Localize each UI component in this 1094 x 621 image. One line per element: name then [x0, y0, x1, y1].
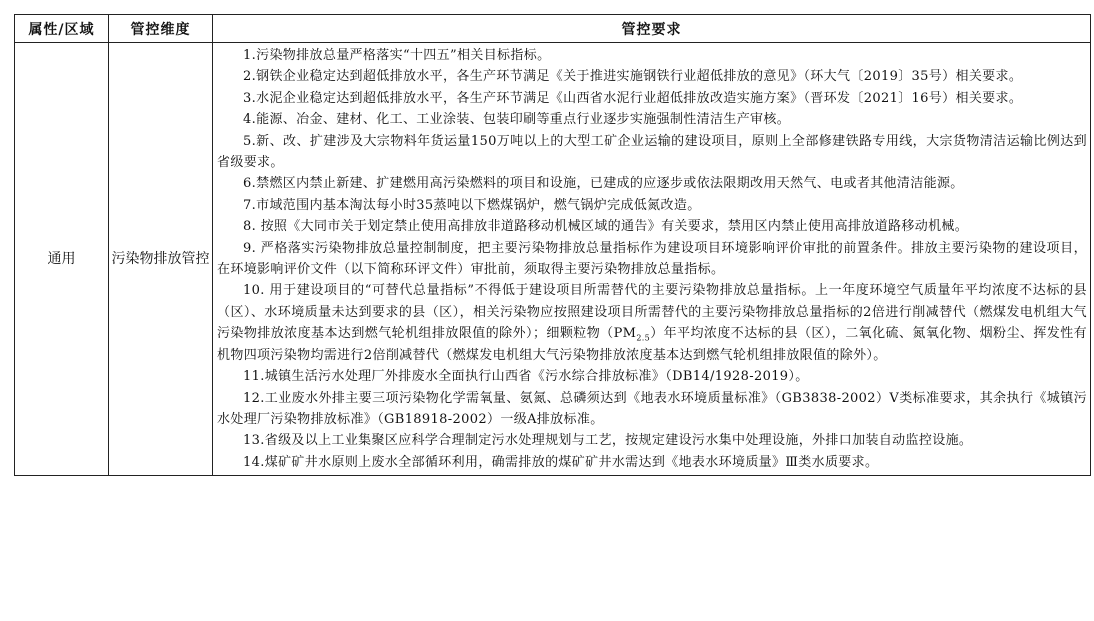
requirement-item-7: 7.市域范围内基本淘汰每小时35蒸吨以下燃煤锅炉，燃气锅炉完成低氮改造。	[243, 197, 701, 213]
requirement-item-10-before: 10. 用于建设项目的“可替代总量指标”不得低于建设项目所需替代的主要污染物排放总量指标。上一年度环境空气质量年平均浓度不达标的县（区）、水环境质量未达到要求的县（区），相关污染物应按照建设项目所需替代的主要污染物排放总量指标的2倍进行削减替代（燃煤发电机组大气污染物排放浓度基本达到燃气轮机组排放限值的除外）；细颗粒物（PM	[217, 283, 1087, 342]
table-row	[15, 43, 1091, 476]
requirement-item-12: 12.工业废水外排主要三项污染物化学需氧量、氨氮、总磷须达到《地表水环境质量标准》（GB3838-2002）Ⅴ类标准要求，其余执行《城镇污水处理厂污染物排放标准》（GB18918-2002）一级A排放标准。	[217, 390, 1087, 427]
requirement-item-3: 3.水泥企业稳定达到超低排放水平，各生产环节满足《山西省水泥行业超低排放改造实施方案》（晋环发〔2021〕16号）相关要求。	[243, 90, 1023, 106]
requirement-item-9: 9. 严格落实污染物排放总量控制制度，把主要污染物排放总量指标作为建设项目环境影响评价审批的前置条件。排放主要污染物的建设项目，在环境影响评价文件（以下简称环评文件）审批前，须取得主要污染物排放总量指标。	[217, 240, 1087, 278]
requirement-item-10-after: ）年平均浓度不达标的县（区），二氧化硫、氮氧化物、烟粉尘、挥发性有机物四项污染物均需进行2倍削减替代（燃煤发电机组大气污染物排放浓度基本达到燃气轮机组排放限值的除外）。	[217, 326, 1087, 363]
requirement-item-5: 5.新、改、扩建涉及大宗物料年货运量150万吨以上的大型工矿企业运输的建设项目，原则上全部修建铁路专用线，大宗货物清洁运输比例达到省级要求。	[217, 133, 1087, 171]
requirement-item-4: 4.能源、冶金、建材、化工、工业涂装、包装印刷等重点行业逐步实施强制性清洁生产审核。	[243, 112, 791, 128]
cell-control-dimension: 污染物排放管控	[109, 43, 213, 476]
header-attr-region: 属性/区域	[15, 15, 109, 43]
requirement-item-8: 8. 按照《大同市关于划定禁止使用高排放非道路移动机械区域的通告》有关要求，禁用区内禁止使用高排放道路移动机械。	[243, 219, 969, 235]
pm-subscript: 2.5	[636, 333, 651, 343]
requirement-item-11: 11.城镇生活污水处理厂外排废水全面执行山西省《污水综合排放标准》（DB14/1928-2019）。	[243, 369, 809, 385]
requirement-item-10	[217, 280, 1087, 366]
requirement-item-6: 6.禁燃区内禁止新建、扩建燃用高污染燃料的项目和设施，已建成的应逐步或依法限期改用天然气、电或者其他清洁能源。	[243, 176, 964, 192]
header-control-requirement: 管控要求	[213, 15, 1091, 43]
requirement-item-14: 14.煤矿矿井水原则上废水全部循环利用，确需排放的煤矿矿井水需达到《地表水环境质量》Ⅲ类水质要求。	[243, 454, 879, 470]
requirement-item-2: 2.钢铁企业稳定达到超低排放水平，各生产环节满足《关于推进实施钢铁行业超低排放的意见》（环大气〔2019〕35号）相关要求。	[243, 69, 1023, 85]
requirement-item-1: 1.污染物排放总量严格落实“十四五”相关目标指标。	[243, 48, 551, 63]
header-control-dimension: 管控维度	[109, 15, 213, 43]
requirement-item-13: 13.省级及以上工业集聚区应科学合理制定污水处理规划与工艺，按规定建设污水集中处理设施，外排口加装自动监控设施。	[243, 433, 973, 449]
cell-control-requirements	[213, 43, 1091, 476]
cell-attr-region: 通用	[15, 43, 109, 476]
table-header-row	[15, 15, 1091, 43]
regulation-table	[14, 14, 1091, 476]
regulation-table-wrapper	[14, 14, 1090, 476]
